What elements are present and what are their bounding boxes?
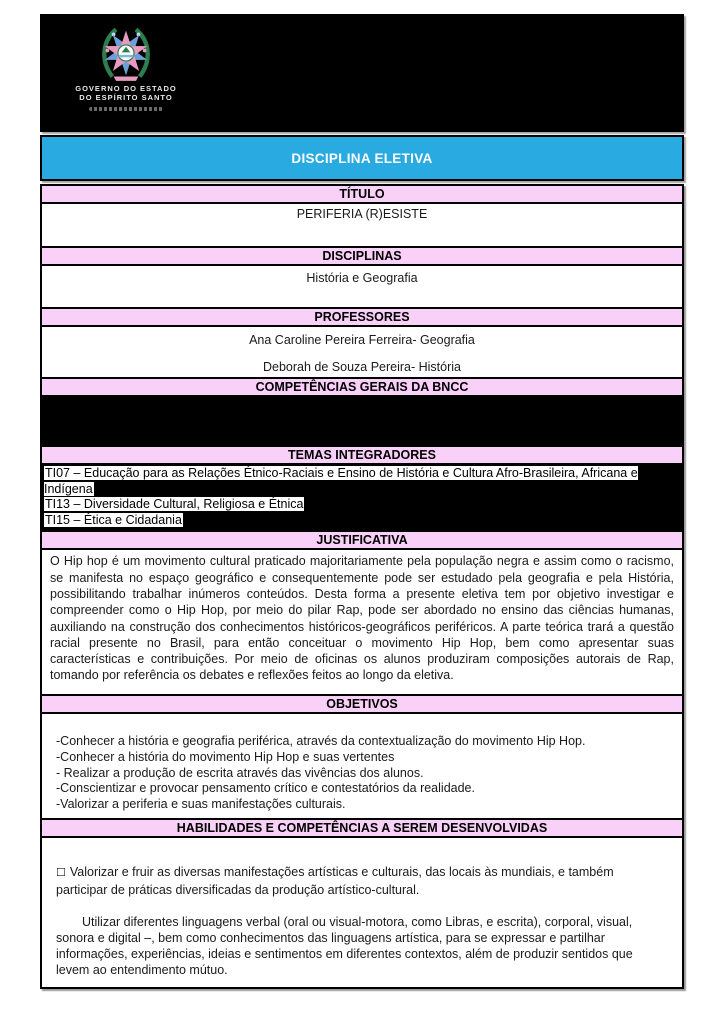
elective-form (40, 14, 684, 989)
section-header-disciplinas: DISCIPLINAS (42, 246, 682, 264)
section-header-objetivos: OBJETIVOS (42, 694, 682, 712)
section-header-habilidades: HABILIDADES E COMPETÊNCIAS A SEREM DESENVOLVIDAS (42, 818, 682, 836)
justificativa-text: O Hip hop é um movimento cultural praticado majoritariamente pela população negra e assim como o racismo, se manifesta no espaço geográfico e consequentemente pode ser estudado pela geografia e pela História, possibilitando trabalhar inúmeros conteúdos. Desta forma a presente eletiva tem por objetivo investigar e compreender como o Hip Hop, por meio do pilar Rap, pode ser abordado no ensino das ciências humanas, auxiliando na construção dos conhecimentos históricos-geográficos periféricos. A parte teórica trará a questão racial presente no Brasil, para então conceituar o movimento Hip Hop, bem como apresentar suas características e contribuições. Por meio de oficinas os alunos produziram composições autorais de Rap, tomando por referência os debates e reflexões feitos ao longo da eletiva. (42, 548, 682, 694)
checkbox-bullet-icon: ☐ (56, 867, 66, 880)
habilidades-paragraph: Utilizar diferentes linguagens verbal (oral ou visual-motora, como Libras, e escrita), corporal, visual, sonora e digital –, bem como conhecimentos das linguagens artística, para se expressar e partilhar informações, experiências, ideias e sentimentos em diferentes contextos, além de produzir sentidos que levem ao entendimento mútuo. (56, 914, 633, 978)
logo-slogan-illegible (89, 107, 163, 111)
titulo-value: PERIFERIA (R)ESISTE (42, 202, 682, 246)
tema-item: TI07 – Educação para as Relações Étnico-Raciais e Ensino de História e Cultura Afro-Brasileira, Africana e Indígena (44, 466, 638, 496)
objetivo-item: -Conhecer a história do movimento Hip Hop e suas vertentes (56, 749, 395, 764)
logo (60, 22, 192, 111)
objetivo-item: -Conscientizar e provocar pensamento crítico e contestatórios da realidade. (56, 781, 475, 796)
document-title-banner: DISCIPLINA ELETIVA (40, 135, 684, 181)
section-header-justificativa: JUSTIFICATIVA (42, 530, 682, 548)
section-header-bncc: COMPETÊNCIAS GERAIS DA BNCC (42, 377, 682, 395)
section-header-professores: PROFESSORES (42, 307, 682, 325)
temas-content (42, 463, 682, 530)
habilidades-paragraph (56, 864, 668, 897)
habilidades-content (42, 836, 682, 986)
header-band (40, 14, 684, 132)
logo-org-line1: GOVERNO DO ESTADO (75, 84, 177, 93)
form-table (40, 184, 684, 989)
objetivos-list (42, 712, 682, 818)
state-crest-logo (95, 22, 157, 84)
objetivo-item: - Realizar a produção de escrita através das vivências dos alunos. (56, 765, 424, 780)
tema-item: TI15 – Ética e Cidadania (45, 512, 182, 527)
bncc-redacted-block (42, 395, 682, 445)
disciplinas-value: História e Geografia (42, 264, 682, 307)
objetivo-item: -Valorizar a periferia e suas manifestações culturais. (56, 796, 346, 811)
logo-org-line2: DO ESPÍRITO SANTO (79, 93, 173, 102)
tema-item: TI13 – Diversidade Cultural, Religiosa e Étnica (45, 497, 304, 512)
professor-line: Deborah de Souza Pereira- História (262, 360, 462, 374)
objetivo-item: -Conhecer a história e geografia periférica, através da contextualização do movimento Hip Hop. (56, 734, 586, 749)
professores-values (42, 325, 682, 377)
habilidades-paragraph-text: Valorizar e fruir as diversas manifestações artísticas e culturais, das locais às mundiais, e também participar de práticas diversificadas da produção artístico-cultural. (56, 865, 614, 897)
professor-line: Ana Caroline Pereira Ferreira- Geografia (249, 333, 475, 347)
section-header-temas: TEMAS INTEGRADORES (42, 445, 682, 463)
section-header-titulo: TÍTULO (42, 186, 682, 202)
